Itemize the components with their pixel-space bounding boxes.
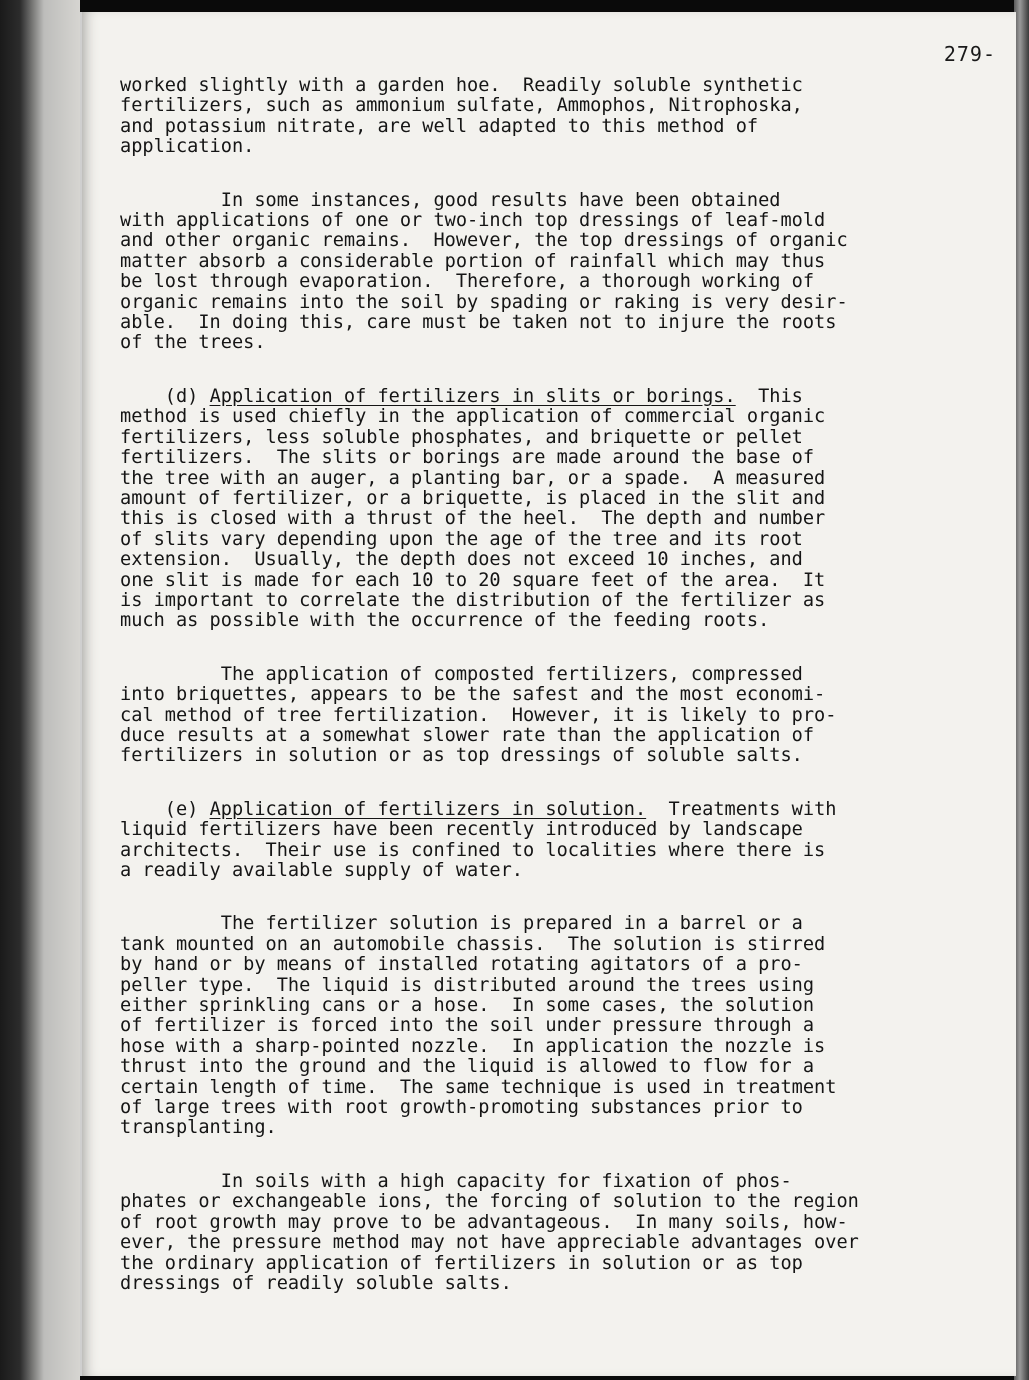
heading-prefix: (e) [120,798,210,820]
paragraph-p4 [120,665,966,767]
text-line: into briquettes, appears to be the safest and the most economi- [120,684,826,706]
text-line: able. In doing this, care must be taken not to injure the roots [120,312,837,334]
text-line: duce results at a somewhat slower rate than the application of [120,724,815,746]
text-line: liquid fertilizers have been recently introduced by landscape [120,819,803,841]
text-line: fertilizers in solution or as top dressings of soluble salts. [120,745,803,767]
body-text [120,76,966,1327]
text-line: application. [120,136,255,158]
text-line: In some instances, good results have been obtained [120,189,781,211]
paragraph-p3 [120,387,966,632]
text-line: either sprinkling cans or a hose. In some cases, the solution [120,995,815,1017]
document-page [80,12,1016,1376]
text-line: phates or exchangeable ions, the forcing of solution to the region [120,1191,859,1213]
text-line: cal method of tree fertilization. However, it is likely to pro- [120,704,837,726]
heading-suffix: This [735,385,803,407]
text-line: thrust into the ground and the liquid is allowed to flow for a [120,1056,815,1078]
text-line: method is used chiefly in the application of commercial organic [120,406,826,428]
text-line: the ordinary application of fertilizers in solution or as top [120,1252,803,1274]
paragraph-p6 [120,914,966,1138]
text-line: tank mounted on an automobile chassis. The solution is stirred [120,933,826,955]
paragraph-p2 [120,191,966,354]
heading-line [120,800,966,820]
paragraph-p7 [120,1172,966,1294]
text-line: In soils with a high capacity for fixation of phos- [120,1170,792,1192]
paragraph-p1 [120,76,966,158]
text-line: hose with a sharp-pointed nozzle. In application the nozzle is [120,1035,826,1057]
text-line: transplanting. [120,1117,277,1139]
text-line: peller type. The liquid is distributed around the trees using [120,974,815,996]
text-line: organic remains into the soil by spading or raking is very desir- [120,291,848,313]
section-heading: Application of fertilizers in solution. [209,798,647,820]
text-line: The fertilizer solution is prepared in a barrel or a [120,913,803,935]
text-line: dressings of readily soluble salts. [120,1272,512,1294]
text-line: matter absorb a considerable portion of rainfall which may thus [120,250,826,272]
heading-line [120,387,966,407]
text-line: worked slightly with a garden hoe. Readily soluble synthetic [120,75,803,96]
text-line: with applications of one or two-inch top dressings of leaf-mold [120,210,826,232]
text-line: of fertilizer is forced into the soil under pressure through a [120,1015,815,1037]
text-line: ever, the pressure method may not have appreciable advantages over [120,1232,859,1254]
section-heading: Application of fertilizers in slits or borings. [209,385,736,407]
text-line: of the trees. [120,332,266,354]
text-line: be lost through evaporation. Therefore, a thorough working of [120,271,815,293]
text-line: amount of fertilizer, or a briquette, is placed in the slit and [120,487,826,509]
page-number: 279- [943,42,996,66]
text-line: this is closed with a thrust of the heel. The depth and number [120,508,826,530]
text-line: the tree with an auger, a planting bar, or a spade. A measured [120,467,826,489]
book-edge [1014,0,1029,1380]
adjacent-page-edge [0,0,80,1380]
text-line: architects. Their use is confined to localities where there is [120,839,826,861]
text-line: The application of composted fertilizers, compressed [120,663,803,685]
text-line: fertilizers, such as ammonium sulfate, Ammophos, Nitrophoska, [120,95,803,117]
text-line: a readily available supply of water. [120,860,523,881]
paragraph-p5 [120,800,966,882]
heading-suffix: Treatments with [646,798,837,820]
text-line: by hand or by means of installed rotating agitators of a pro- [120,954,803,976]
text-line: fertilizers. The slits or borings are made around the base of [120,447,815,469]
text-line: and other organic remains. However, the top dressings of organic [120,230,848,252]
text-line: much as possible with the occurrence of the feeding roots. [120,610,770,632]
text-line: extension. Usually, the depth does not exceed 10 inches, and [120,549,803,571]
text-line: fertilizers, less soluble phosphates, and briquette or pellet [120,426,803,448]
text-line: of large trees with root growth-promoting substances prior to [120,1097,803,1119]
text-line: certain length of time. The same technique is used in treatment [120,1076,837,1098]
text-line: one slit is made for each 10 to 20 square feet of the area. It [120,569,826,591]
text-line: of slits vary depending upon the age of the tree and its root [120,528,803,550]
text-line: is important to correlate the distribution of the fertilizer as [120,589,826,611]
heading-prefix: (d) [120,385,210,407]
text-line: and potassium nitrate, are well adapted to this method of [120,115,759,137]
text-line: of root growth may prove to be advantageous. In many soils, how- [120,1211,848,1233]
